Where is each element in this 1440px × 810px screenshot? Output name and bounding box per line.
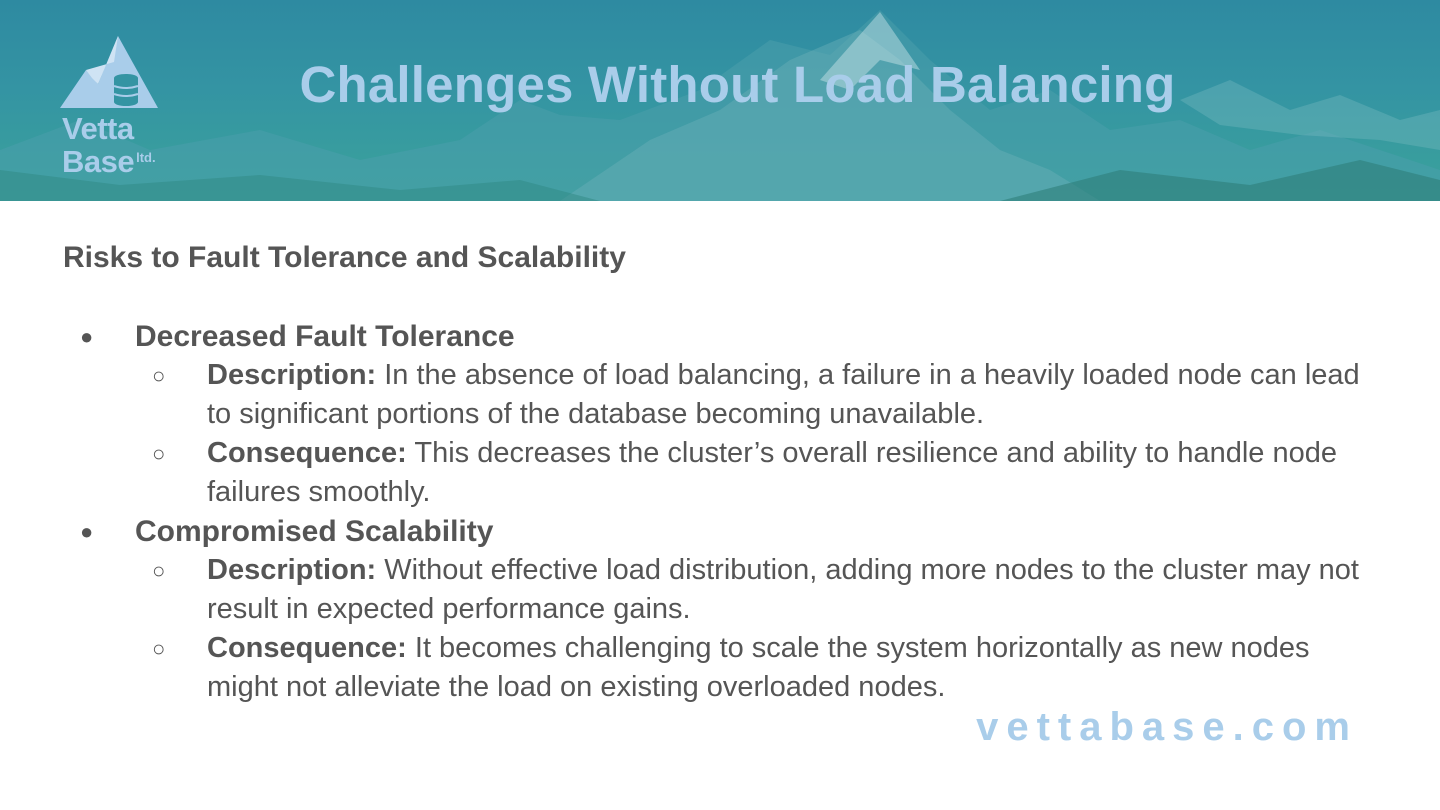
item-text: This decreases the cluster’s overall resilience and ability to handle node failures smoothly.: [207, 437, 1337, 508]
bullet-list: [0, 317, 1440, 707]
item-label: Consequence:: [207, 437, 407, 469]
list-item: [0, 317, 1440, 356]
item-label: Consequence:: [207, 632, 407, 664]
hollow-bullet-icon: ○: [152, 636, 166, 661]
item-label: Description:: [207, 359, 377, 391]
section-heading: Decreased Fault Tolerance: [135, 320, 515, 353]
slide-title: Challenges Without Load Balancing: [299, 56, 1176, 113]
hollow-bullet-icon: ○: [152, 441, 166, 466]
list-subitem: [0, 356, 1440, 434]
hollow-bullet-icon: ○: [152, 363, 166, 388]
header-banner: [0, 0, 1440, 201]
hollow-bullet-icon: ○: [152, 558, 166, 583]
section-heading: Compromised Scalability: [135, 515, 494, 548]
list-subitem: [0, 551, 1440, 629]
website-url: vettabase.com: [976, 705, 1358, 749]
item-text: It becomes challenging to scale the system horizontally as new nodes might not alleviate the load on existing overloaded nodes.: [207, 632, 1310, 703]
list-item: [0, 512, 1440, 551]
list-subitem: [0, 434, 1440, 512]
bullet-icon: ●: [80, 519, 94, 544]
item-label: Description:: [207, 554, 377, 586]
item-text: Without effective load distribution, adding more nodes to the cluster may not result in expected performance gains.: [207, 554, 1359, 625]
slide-subtitle: Risks to Fault Tolerance and Scalability: [63, 241, 626, 274]
list-subitem: [0, 629, 1440, 707]
bullet-icon: ●: [80, 324, 94, 349]
logo-wordmark: Vetta Base $^{ltd.}$: [62, 111, 156, 179]
item-text: In the absence of load balancing, a failure in a heavily loaded node can lead to significant portions of the database becoming unavailable.: [207, 359, 1360, 430]
